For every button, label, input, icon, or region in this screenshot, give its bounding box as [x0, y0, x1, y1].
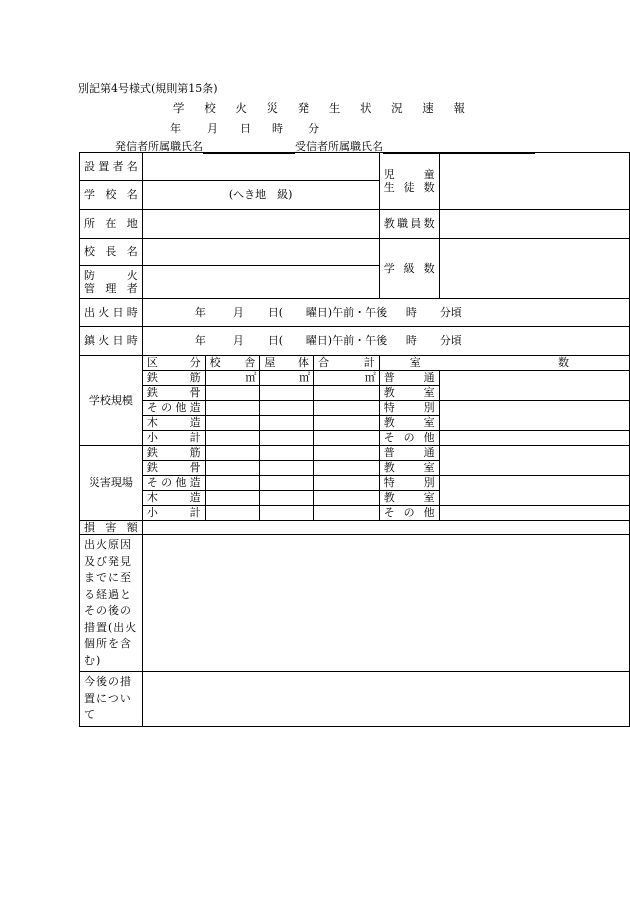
kind-steel-2: 鉄 骨 — [142, 461, 205, 476]
cell-building-subtotal-2[interactable] — [205, 506, 260, 521]
unit-gym-1: ㎡ — [260, 371, 314, 386]
cell-total-steel-2[interactable] — [314, 461, 380, 476]
room-type-classroom-1: 教 室 — [379, 386, 439, 401]
cell-gym-wood-1[interactable] — [260, 416, 314, 431]
cell-building-other-2[interactable] — [205, 476, 260, 491]
minute-label: 分 — [308, 122, 319, 135]
fire-manager-line1: 防 火 — [84, 268, 138, 282]
cell-gym-steel-2[interactable] — [260, 461, 314, 476]
cell-gym-steel-1[interactable] — [260, 386, 314, 401]
cell-building-wood-2[interactable] — [205, 491, 260, 506]
header-category: 区 分 — [142, 356, 205, 371]
regular-rooms-field-1[interactable] — [439, 371, 629, 401]
damage-amount-field[interactable] — [142, 521, 629, 535]
kind-rc-2: 鉄 筋 — [142, 446, 205, 461]
cell-building-rc-2[interactable] — [205, 446, 260, 461]
kind-other-2: その他造 — [142, 476, 205, 491]
cell-gym-subtotal-2[interactable] — [260, 506, 314, 521]
cell-building-steel-1[interactable] — [205, 386, 260, 401]
outbreak-day: 日( — [267, 305, 284, 319]
special-rooms-field-2[interactable] — [439, 476, 629, 506]
outbreak-year: 年 — [194, 305, 206, 319]
regular-rooms-field-2[interactable] — [439, 446, 629, 476]
address-label: 所 在 地 — [80, 210, 143, 239]
extinguish-year: 年 — [194, 334, 206, 348]
kind-wood-1: 木 造 — [142, 416, 205, 431]
principal-label: 校 長 名 — [80, 239, 143, 266]
report-date-line — [170, 120, 319, 136]
founder-field[interactable] — [142, 153, 379, 181]
special-rooms-field-1[interactable] — [439, 401, 629, 431]
extinguish-minute: 分頃 — [439, 334, 462, 348]
disaster-site-label: 災害現場 — [80, 446, 143, 521]
outbreak-time-field[interactable] — [142, 299, 629, 327]
fire-cause-label: 出火原因及び発見までに至る経過とその後の措置(出火個所を含む) — [80, 535, 143, 672]
fire-manager-line2: 管 理 者 — [84, 282, 138, 295]
unit-building-1: ㎡ — [205, 371, 260, 386]
other-rooms-field-1[interactable] — [439, 431, 629, 446]
cell-gym-rc-2[interactable] — [260, 446, 314, 461]
header-school-building: 校 舎 — [205, 356, 260, 371]
form-title: 学 校 火 災 発 生 状 況 速 報 — [173, 101, 473, 115]
kind-subtotal-2: 小 計 — [142, 506, 205, 521]
outbreak-time-label: 出火日時 — [80, 299, 143, 327]
header-total: 合 計 — [314, 356, 380, 371]
form-reference: 別記第4号様式(規則第15条) — [78, 82, 218, 95]
extinguish-month: 月 — [232, 334, 244, 348]
fire-cause-field[interactable] — [142, 535, 629, 672]
staff-count-label: 教職員数 — [379, 210, 439, 239]
room-type-other-1: そ の 他 — [379, 431, 439, 446]
cell-total-other-2[interactable] — [314, 476, 380, 491]
cell-gym-wood-2[interactable] — [260, 491, 314, 506]
future-measures-label: 今後の措置について — [80, 672, 143, 727]
report-form-table — [79, 152, 630, 727]
remote-area-grade: (へき地 級) — [228, 188, 293, 202]
students-label-line1: 児 童 — [383, 167, 435, 181]
school-scale-label: 学校規模 — [80, 356, 143, 446]
room-type-regular-1: 普 通 — [379, 371, 439, 386]
cell-total-wood-1[interactable] — [314, 416, 380, 431]
extinguish-time-field[interactable] — [142, 327, 629, 356]
staff-count-field[interactable] — [439, 210, 629, 239]
cell-building-steel-2[interactable] — [205, 461, 260, 476]
cell-building-wood-1[interactable] — [205, 416, 260, 431]
cell-total-wood-2[interactable] — [314, 491, 380, 506]
future-measures-field[interactable] — [142, 672, 629, 727]
outbreak-weekday-ampm: 曜日)午前・午後 — [305, 305, 388, 319]
cell-total-subtotal-2[interactable] — [314, 506, 380, 521]
cell-gym-other-2[interactable] — [260, 476, 314, 491]
extinguish-hour: 時 — [405, 334, 417, 348]
header-room-count: 室 数 — [379, 356, 629, 371]
class-count-field[interactable] — [439, 239, 629, 299]
kind-rc-1: 鉄 筋 — [142, 371, 205, 386]
outbreak-hour: 時 — [405, 305, 417, 319]
cell-building-other-1[interactable] — [205, 401, 260, 416]
cell-total-subtotal-1[interactable] — [314, 431, 380, 446]
extinguish-day: 日( — [267, 334, 284, 348]
school-label: 学 校 名 — [80, 181, 143, 210]
class-count-label: 学 級 数 — [379, 239, 439, 299]
cell-building-subtotal-1[interactable] — [205, 431, 260, 446]
outbreak-minute: 分頃 — [439, 305, 462, 319]
cell-total-rc-2[interactable] — [314, 446, 380, 461]
cell-total-other-1[interactable] — [314, 401, 380, 416]
room-type-classroom-4: 教 室 — [379, 491, 439, 506]
day-label: 日 — [240, 122, 251, 135]
other-rooms-field-2[interactable] — [439, 506, 629, 521]
room-type-classroom-2: 教 室 — [379, 416, 439, 431]
outbreak-month: 月 — [232, 305, 244, 319]
receiver-label: 受信者所属職氏名 — [295, 140, 383, 153]
extinguish-time-label: 鎮火日時 — [80, 327, 143, 356]
founder-label: 設置者名 — [80, 153, 143, 181]
room-type-other-2: そ の 他 — [379, 506, 439, 521]
students-field[interactable] — [439, 153, 629, 210]
damage-amount-label: 損 害 額 — [80, 521, 143, 535]
cell-total-steel-1[interactable] — [314, 386, 380, 401]
kind-subtotal-1: 小 計 — [142, 431, 205, 446]
room-type-special-2: 特 別 — [379, 476, 439, 491]
hour-label: 時 — [272, 122, 283, 135]
address-field[interactable] — [142, 210, 379, 239]
year-label: 年 — [170, 122, 181, 135]
kind-wood-2: 木 造 — [142, 491, 205, 506]
fire-manager-field[interactable] — [142, 266, 379, 299]
school-field[interactable] — [142, 181, 379, 210]
kind-steel-1: 鉄 骨 — [142, 386, 205, 401]
cell-gym-other-1[interactable] — [260, 401, 314, 416]
month-label: 月 — [207, 122, 218, 135]
room-type-classroom-3: 教 室 — [379, 461, 439, 476]
unit-total-1: ㎡ — [314, 371, 380, 386]
room-type-special-1: 特 別 — [379, 401, 439, 416]
students-label — [379, 153, 439, 210]
room-type-regular-2: 普 通 — [379, 446, 439, 461]
fire-manager-label — [80, 266, 143, 299]
kind-other-1: その他造 — [142, 401, 205, 416]
cell-gym-subtotal-1[interactable] — [260, 431, 314, 446]
header-gymnasium: 屋 体 — [260, 356, 314, 371]
principal-field[interactable] — [142, 239, 379, 266]
sender-label: 発信者所属職氏名 — [115, 140, 203, 153]
extinguish-weekday-ampm: 曜日)午前・午後 — [305, 334, 388, 348]
students-label-line2: 生 徒 数 — [383, 181, 435, 194]
